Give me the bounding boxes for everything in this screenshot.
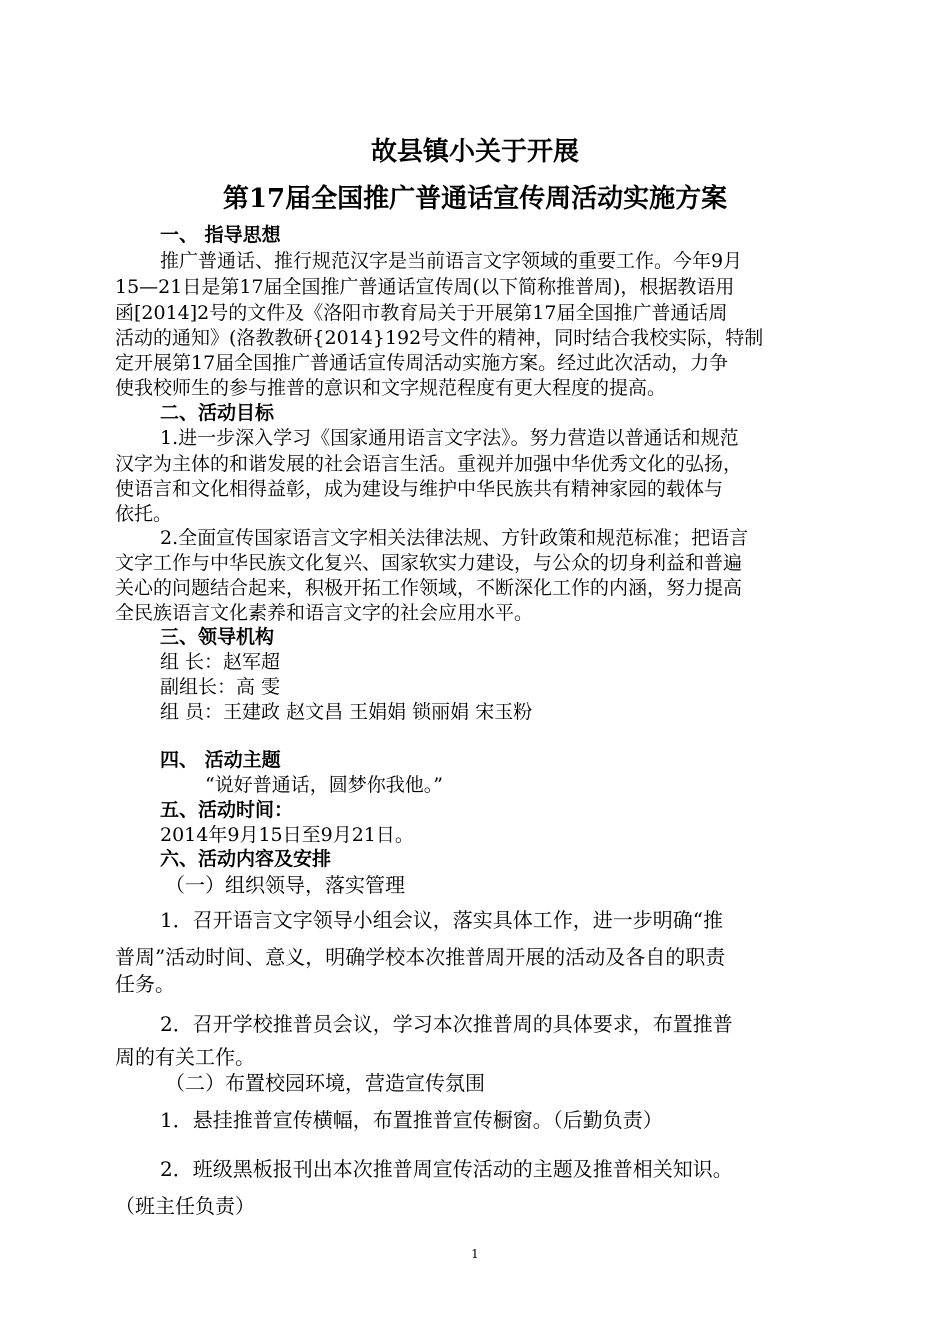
- paragraph-line: 2．班级黑板报刊出本次推普周宣传活动的主题及推普相关知识。: [160, 1157, 733, 1181]
- paragraph-line: 文字工作与中华民族文化复兴、国家软实力建设，与公众的切身利益和普遍: [115, 552, 743, 574]
- paragraph-line: 关心的问题结合起来，积极开拓工作领域，不断深化工作的内涵，努力提高: [115, 577, 743, 599]
- document-title-line-1: 故县镇小关于开展: [370, 137, 579, 167]
- activity-date: 2014年9月15日至9月21日。: [160, 824, 414, 846]
- paragraph-line: 任务。: [115, 972, 175, 996]
- section-heading-leadership: 三、领导机构: [160, 626, 275, 648]
- document-title-line-2: 第17届全国推广普通话宣传周活动实施方案: [222, 184, 728, 214]
- section-heading-time: 五、活动时间：: [160, 799, 294, 821]
- paragraph-line: 活动的通知》(洛教教研{2014}192号文件的精神，同时结合我校实际，特制: [115, 327, 764, 349]
- subsection-heading: （二）布置校园环境，营造宣传氛围: [165, 1071, 485, 1095]
- paragraph-line: 普周”活动时间、意义，明确学校本次推普周开展的活动及各自的职责: [115, 945, 726, 969]
- subsection-heading: （一）组织领导，落实管理: [165, 873, 405, 897]
- paragraph-line: 汉字为主体的和谐发展的社会语言生活。重视并加强中华优秀文化的弘扬，: [115, 453, 743, 475]
- paragraph-line: 使语言和文化相得益彰，成为建设与维护中华民族共有精神家园的载体与: [115, 478, 724, 500]
- section-heading-content: 六、活动内容及安排: [160, 848, 332, 870]
- paragraph-line: 定开展第17届全国推广普通话宣传周活动实施方案。经过此次活动，力争: [115, 352, 729, 374]
- paragraph-line: 2．召开学校推普员会议，学习本次推普周的具体要求，布置推普: [160, 1012, 733, 1036]
- members-line: 组 员：王建政 赵文昌 王娟娟 锁丽娟 宋玉粉: [160, 701, 533, 723]
- paragraph-line: 1．召开语言文字领导小组会议，落实具体工作，进一步明确“推: [160, 908, 723, 932]
- paragraph-line: 周的有关工作。: [115, 1045, 255, 1069]
- paragraph-line: 推广普通话、推行规范汉字是当前语言文字领域的重要工作。今年9月: [160, 250, 743, 272]
- section-heading-guiding-ideology: 一、 指导思想: [160, 224, 281, 246]
- section-heading-theme: 四、 活动主题: [160, 749, 281, 771]
- section-heading-objectives: 二、活动目标: [160, 402, 275, 424]
- paragraph-line: 依托。: [115, 503, 173, 525]
- deputy-leader-line: 副组长：高 雯: [160, 676, 281, 698]
- paragraph-line: 1．悬挂推普宣传横幅，布置推普宣传橱窗。（后勤负责）: [160, 1108, 663, 1132]
- paragraph-line: 全民族语言文化素养和语言文字的社会应用水平。: [115, 602, 534, 624]
- paragraph-line: 15—21日是第17届全国推广普通话宣传周(以下简称推普周)，根据教语用: [115, 276, 735, 298]
- paragraph-line: 函[2014]2号的文件及《洛阳市教育局关于开展第17届全国推广普通话周: [115, 302, 728, 324]
- theme-slogan: “说好普通话，圆梦你我他。”: [205, 774, 443, 796]
- paragraph-line: 1.进一步深入学习《国家通用语言文字法》。努力营造以普通话和规范: [160, 427, 739, 449]
- page-number: 1: [471, 1247, 479, 1261]
- paragraph-line: （班主任负责）: [115, 1194, 255, 1218]
- paragraph-line: 使我校师生的参与推普的意识和文字规范程度有更大程度的提高。: [115, 377, 667, 399]
- paragraph-line: 2.全面宣传国家语言文字相关法律法规、方针政策和规范标准；把语言: [160, 527, 749, 549]
- leader-line: 组 长：赵军超: [160, 651, 281, 673]
